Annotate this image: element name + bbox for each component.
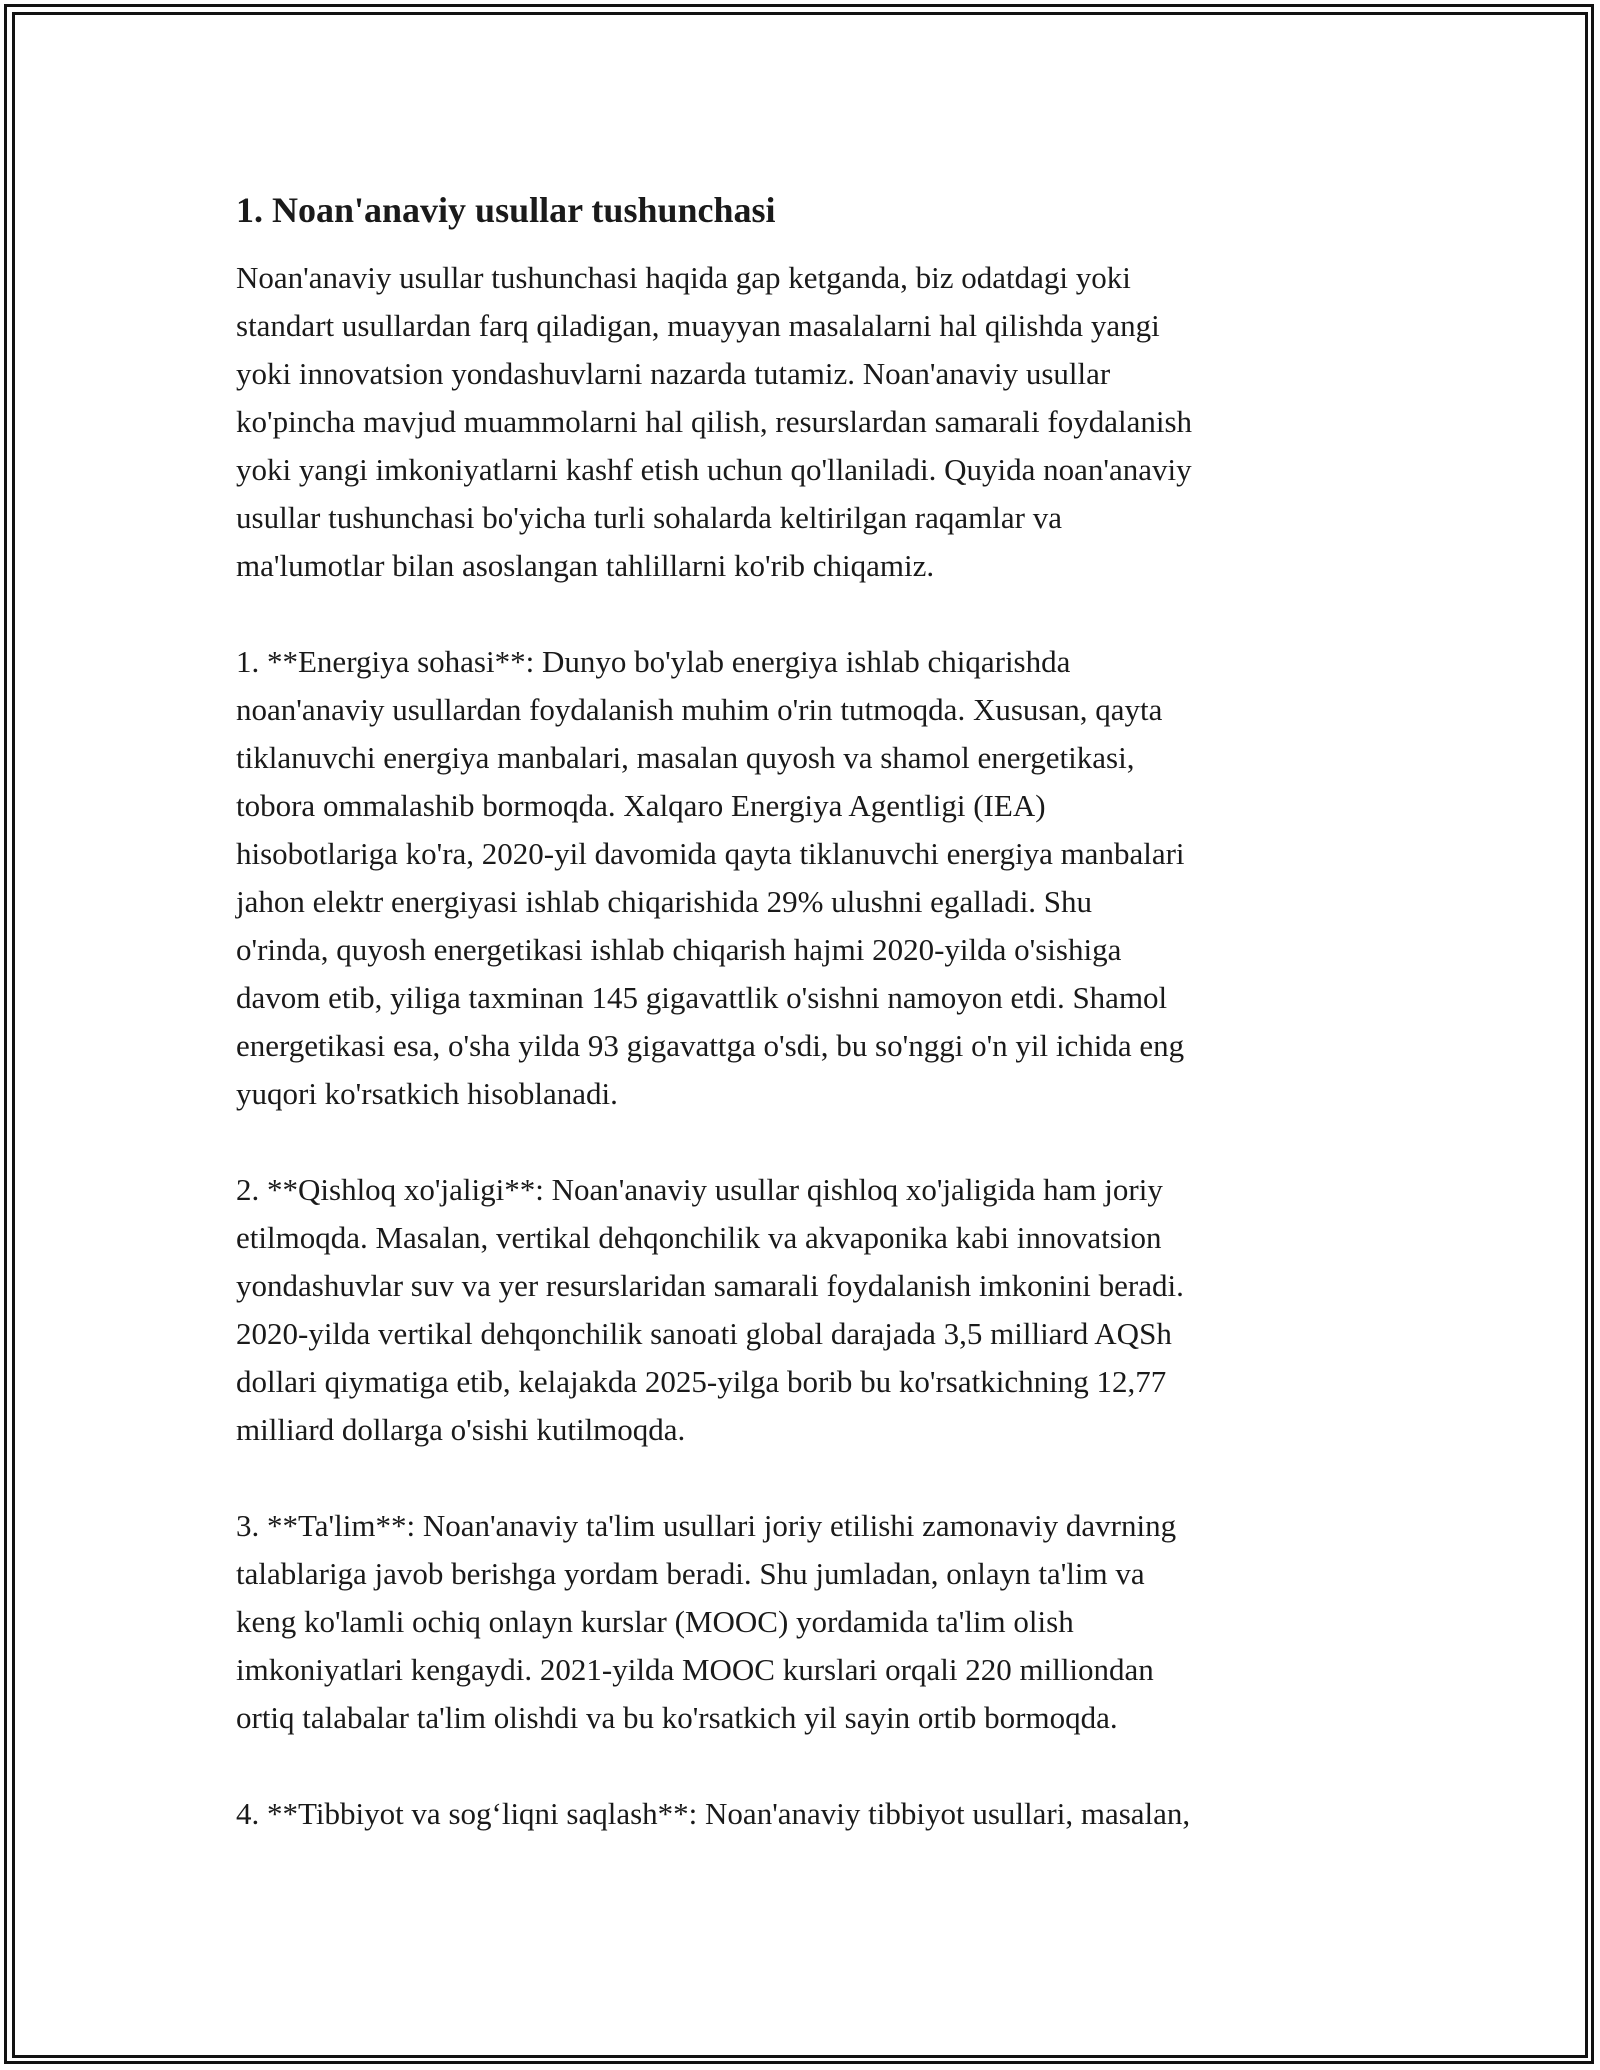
section-heading: 1. Noan'anaviy usullar tushunchasi: [236, 190, 776, 230]
document-body: [236, 186, 1376, 1886]
energy-paragraph: 1. **Energiya sohasi**: Dunyo bo'ylab energiya ishlab chiqarishda noan'anaviy usullardan foydalanish muhim o'rin tutmoqda. Xususan, qayta tiklanuvchi energiya manbalari, masalan quyosh va shamol energetikasi, tobora ommalashib bormoqda. Xalqaro Energiya Agentligi (IEA) hisobotlariga ko'ra, 2020-yil davomida qayta tiklanuvchi energiya manbalari jahon elektr energiyasi ishlab chiqarishida 29% ulushni egalladi. Shu o'rinda, quyosh energetikasi ishlab chiqarish hajmi 2020-yilda o'sishiga davom etib, yiliga taxminan 145 gigavattlik o'sishni namoyon etdi. Shamol energetikasi esa, o'sha yilda 93 gigavattga o'sdi, bu so'nggi o'n yil ichida eng yuqori ko'rsatkich hisoblanadi.: [236, 644, 1185, 1111]
agriculture-paragraph: 2. **Qishloq xo'jaligi**: Noan'anaviy usullar qishloq xo'jaligida ham joriy etilmoqda. Masalan, vertikal dehqonchilik va akvaponika kabi innovatsion yondashuvlar suv va yer resurslaridan samarali foydalanish imkonini beradi. 2020-yilda vertikal dehqonchilik sanoati global darajada 3,5 milliard AQSh dollari qiymatiga etib, kelajakda 2025-yilga borib bu ko'rsatkichning 12,77 milliard dollarga o'sishi kutilmoqda.: [236, 1172, 1184, 1447]
intro-paragraph: Noan'anaviy usullar tushunchasi haqida gap ketganda, biz odatdagi yoki standart usullardan farq qiladigan, muayyan masalalarni hal qilishda yangi yoki innovatsion yondashuvlarni nazarda tutamiz. Noan'anaviy usullar ko'pincha mavjud muammolarni hal qilish, resurslardan samarali foydalanish yoki yangi imkoniyatlarni kashf etish uchun qo'llaniladi. Quyida noan'anaviy usullar tushunchasi bo'yicha turli sohalarda keltirilgan raqamlar va ma'lumotlar bilan asoslangan tahlillarni ko'rib chiqamiz.: [236, 260, 1193, 583]
medicine-paragraph: 4. **Tibbiyot va sog‘liqni saqlash**: Noan'anaviy tibbiyot usullari, masalan,: [236, 1796, 1191, 1831]
education-paragraph: 3. **Ta'lim**: Noan'anaviy ta'lim usullari joriy etilishi zamonaviy davrning talablariga javob berishga yordam beradi. Shu jumladan, onlayn ta'lim va keng ko'lamli ochiq onlayn kurslar (MOOC) yordamida ta'lim olish imkoniyatlari kengaydi. 2021-yilda MOOC kurslari orqali 220 milliondan ortiq talabalar ta'lim olishdi va bu ko'rsatkich yil sayin ortib bormoqda.: [236, 1508, 1177, 1735]
